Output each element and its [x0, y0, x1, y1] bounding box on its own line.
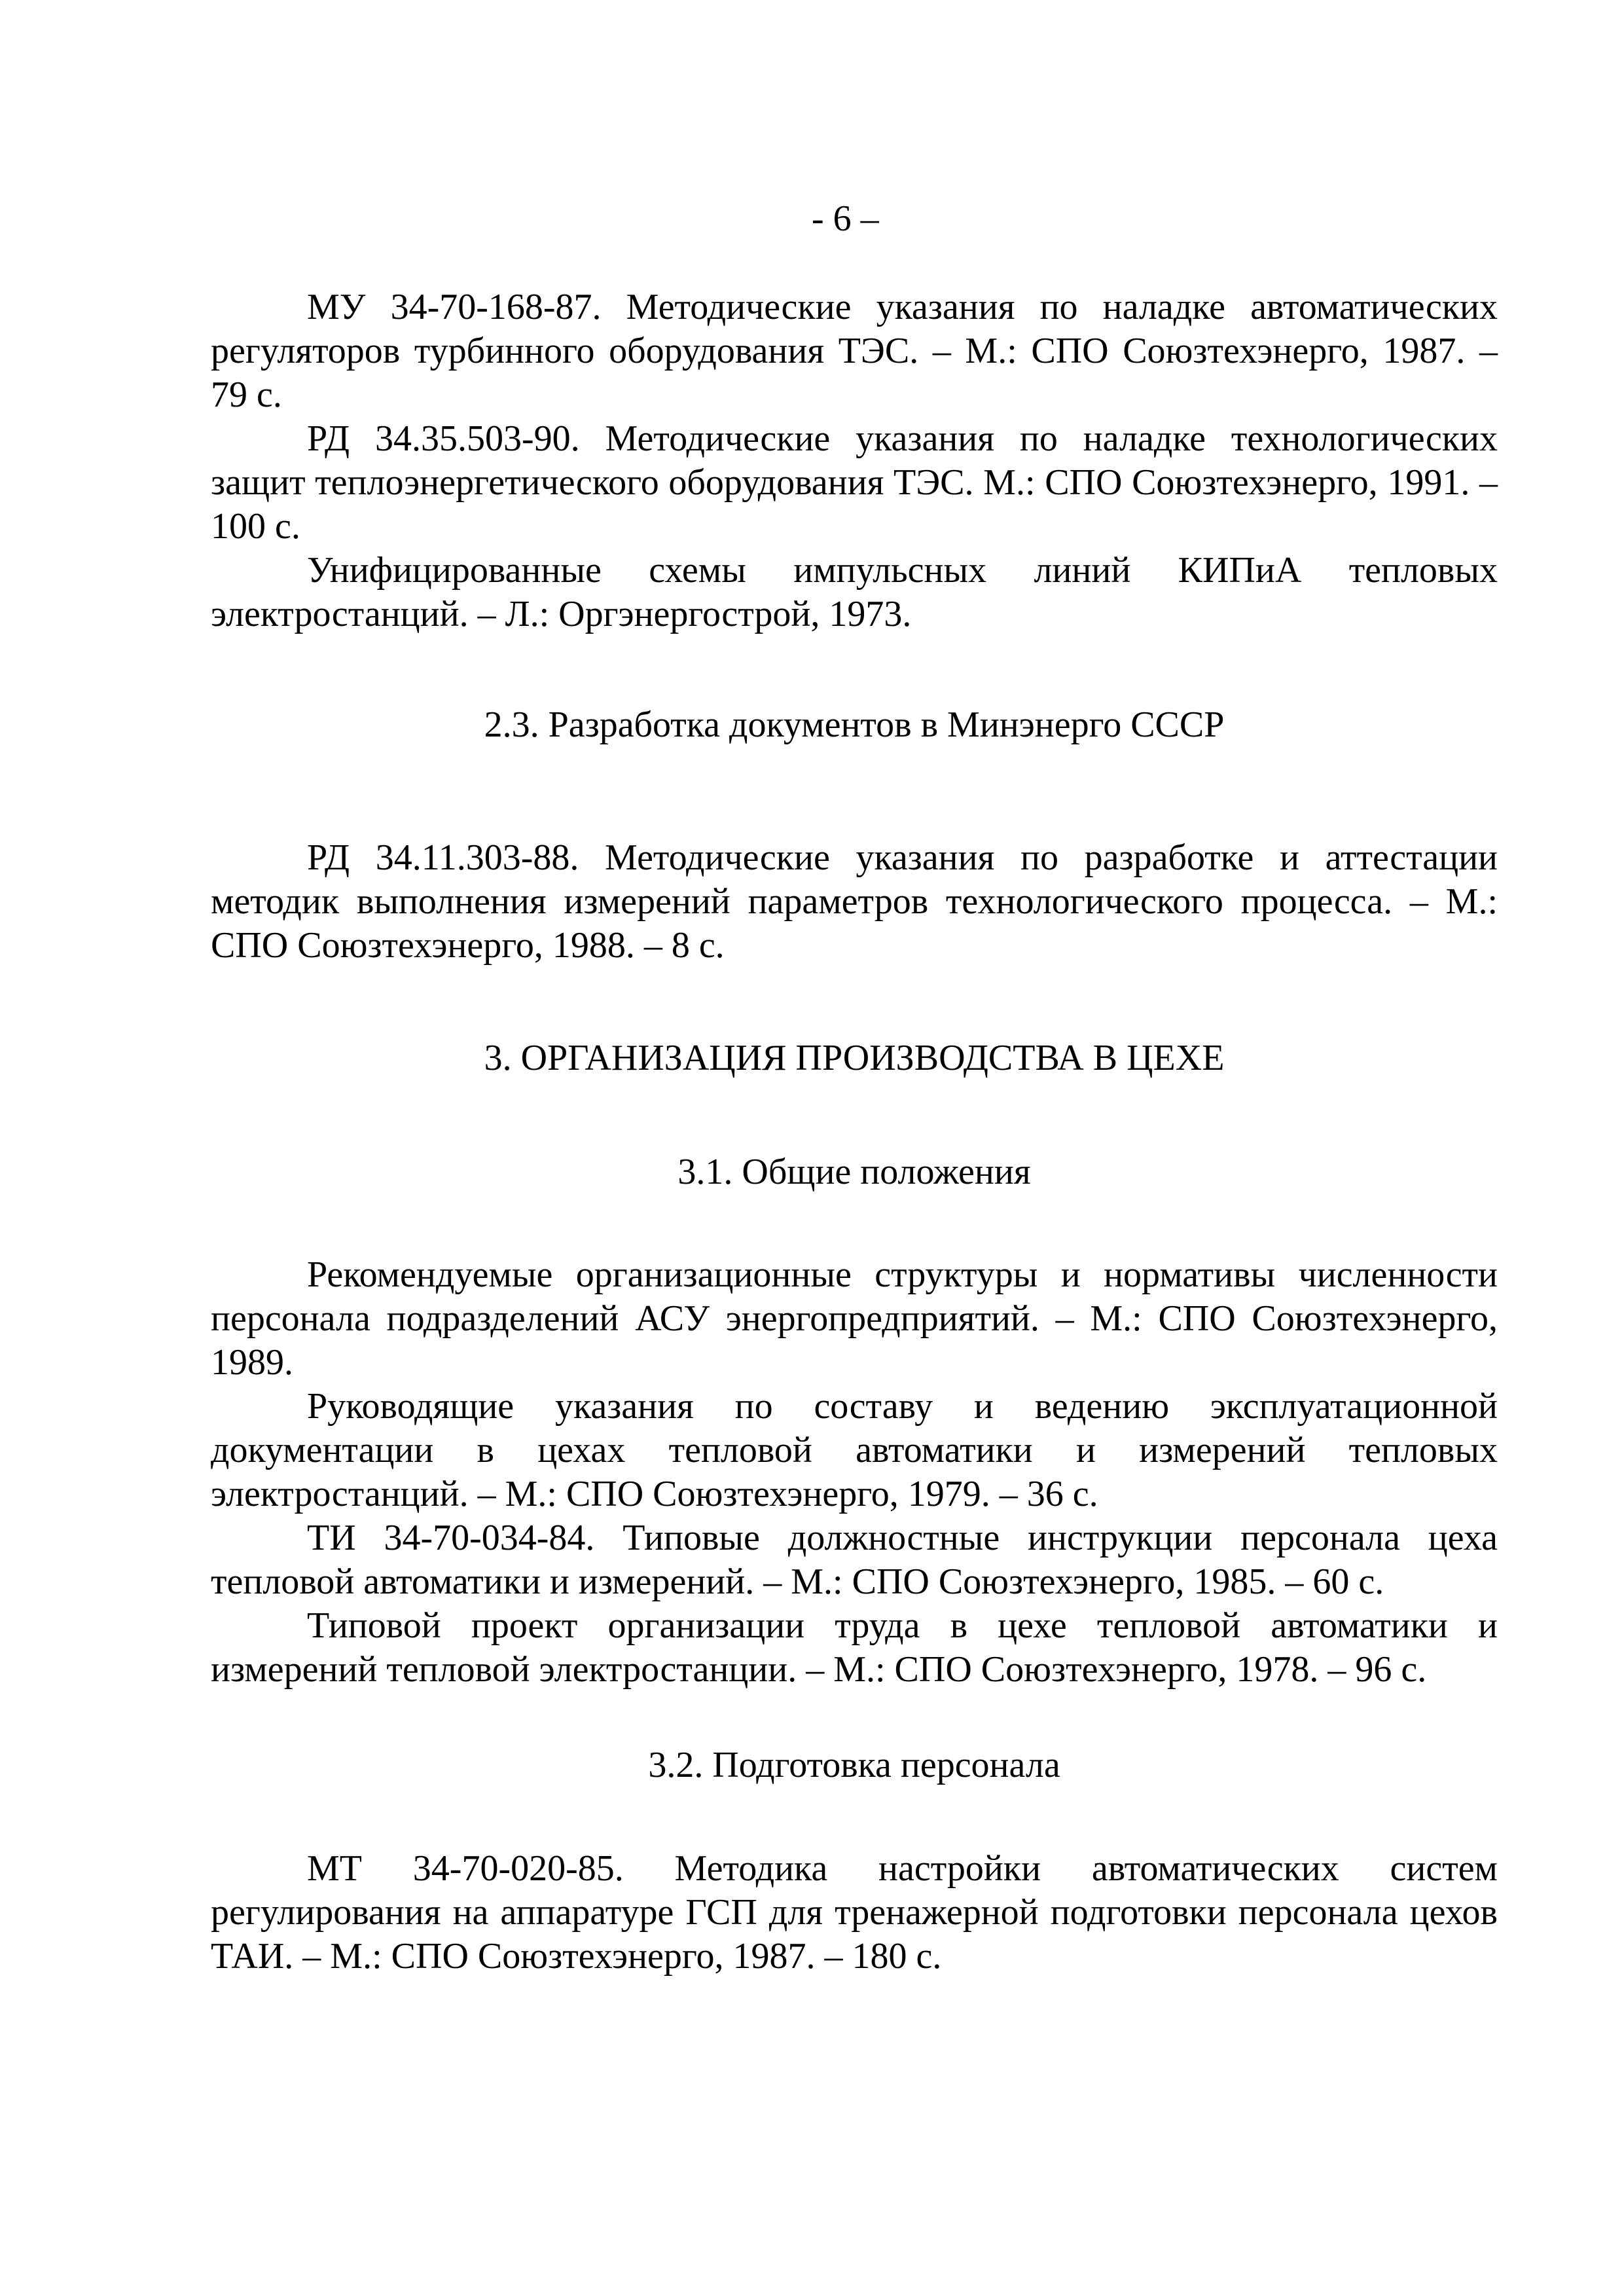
reference-list-top — [211, 285, 1498, 636]
section-3-1-heading: 3.1. Общие положения — [677, 1152, 1031, 1192]
section-3-heading: 3. ОРГАНИЗАЦИЯ ПРОИЗВОДСТВА В ЦЕХЕ — [484, 1038, 1225, 1078]
section-2-3-list — [211, 836, 1498, 968]
reference-item: МУ 34-70-168-87. Методические указания по наладке автоматических регуляторов турбинного оборудования ТЭС. – М.: СПО Союзтехэнерго, 1987. – 79 с. — [211, 287, 1498, 415]
reference-item: Унифицированные схемы импульсных линий КИПиА тепловых электростанций. – Л.: Оргэнергострой, 1973. — [211, 550, 1498, 634]
reference-item: МТ 34-70-020-85. Методика настройки автоматических систем регулирования на аппаратуре ГСП для тренажерной подготовки персонала цехов ТАИ. – М.: СПО Союзтехэнерго, 1987. – 180 с. — [211, 1848, 1498, 1977]
reference-item: ТИ 34-70-034-84. Типовые должностные инструкции персонала цеха тепловой автоматики и измерений. – М.: СПО Союзтехэнерго, 1985. – 60 с. — [211, 1518, 1498, 1602]
section-3-2-heading: 3.2. Подготовка персонала — [648, 1745, 1060, 1785]
section-2-3-heading: 2.3. Разработка документов в Минэнерго СССР — [484, 704, 1225, 745]
reference-item: Рекомендуемые организационные структуры и нормативы численности персонала подразделений АСУ энергопредприятий. – М.: СПО Союзтехэнерго, 1989. — [211, 1254, 1498, 1383]
reference-item: Типовой проект организации труда в цехе тепловой автоматики и измерений тепловой электростанции. – М.: СПО Союзтехэнерго, 1978. – 96 с. — [211, 1605, 1498, 1690]
reference-item: Руководящие указания по составу и ведению эксплуатационной документации в цехах тепловой автоматики и измерений тепловых электростанций. – М.: СПО Союзтехэнерго, 1979. – 36 с. — [211, 1386, 1498, 1514]
section-3-2-list — [211, 1847, 1498, 1978]
section-3-1-list — [211, 1253, 1498, 1692]
reference-item: РД 34.35.503-90. Методические указания по наладке технологических защит теплоэнергетического оборудования ТЭС. М.: СПО Союзтехэнерго, 1991. – 100 с. — [211, 418, 1498, 547]
page-number: - 6 – — [812, 198, 879, 239]
reference-item: РД 34.11.303-88. Методические указания по разработке и аттестации методик выполнения измерений параметров технологического процесса. – М.: СПО Союзтехэнерго, 1988. – 8 с. — [211, 837, 1498, 966]
